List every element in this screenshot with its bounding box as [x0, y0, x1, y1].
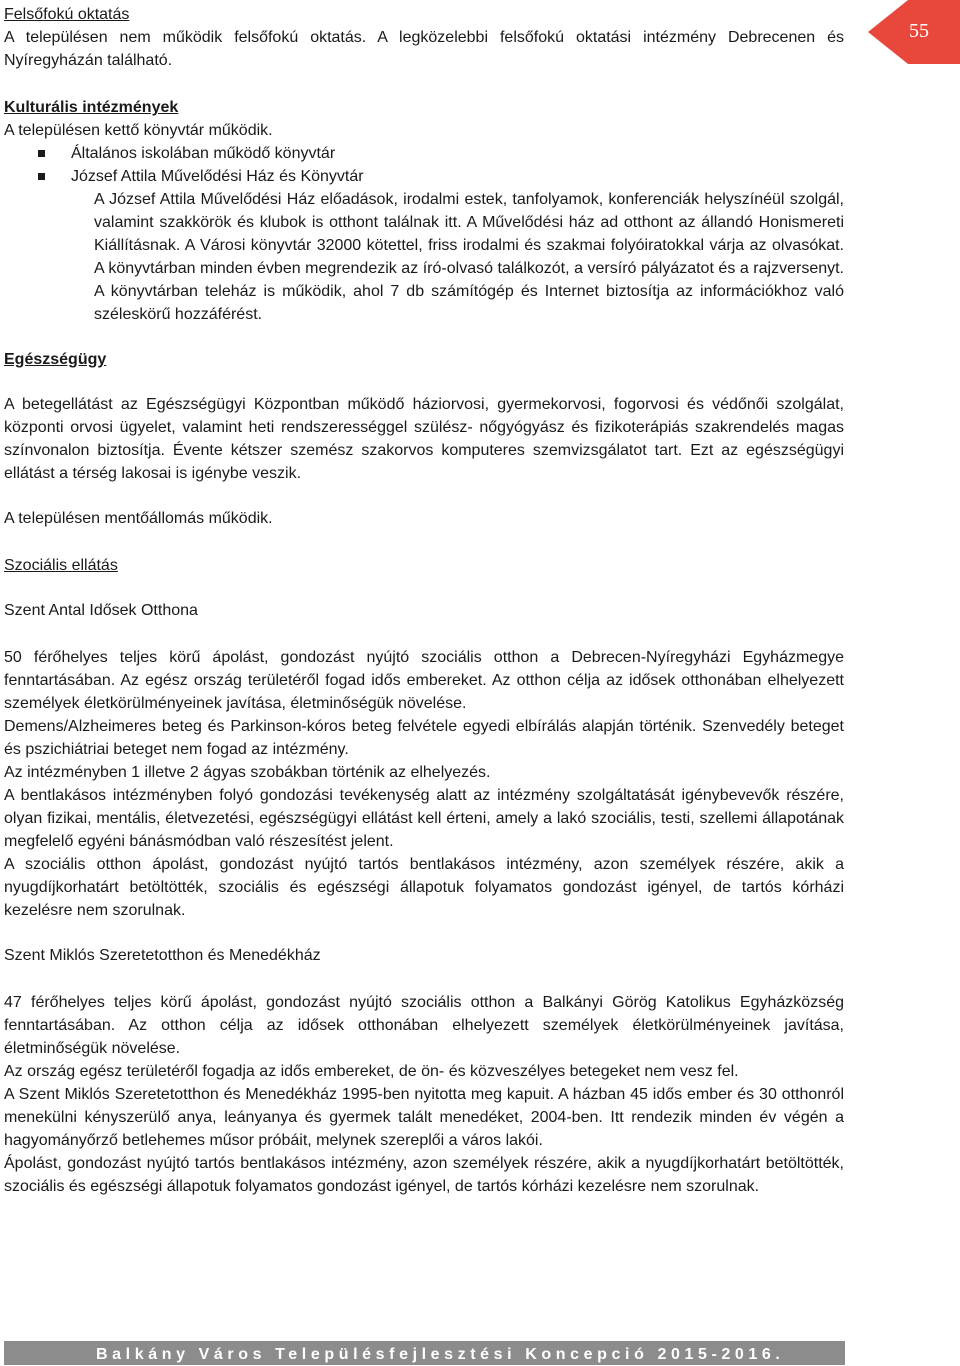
culture-intro: A településen kettő könyvtár működik. [4, 122, 273, 139]
heading-social-care: Szociális ellátás [4, 557, 118, 574]
paragraph: A szociális otthon ápolást, gondozást nyújtó tartós bentlakásos intézmény, azon személyek részére, akik a nyugdíjkorhatárt betöltötték, szociális és egészségi állapotuk folyamatos gondozást igényel, de tartós kórházi kezelésre nem szorulnak. [4, 856, 844, 919]
footer-bar [4, 1341, 845, 1365]
paragraph: Demens/Alzheimeres beteg és Parkinson-kóros beteg felvétele egyedi elbírálás alapján történik. Szenvedély beteget és pszichiátriai beteget nem fogad az intézmény. [4, 718, 844, 758]
higher-education-text: A településen nem működik felsőfokú oktatás. A legközelebbi felsőfokú oktatási intézmény Debrecenen és Nyíregyházán található. [4, 29, 844, 69]
paragraph: 50 férőhelyes teljes körű ápolást, gondozást nyújtó szociális otthon a Debrecen-Nyíregyházi Egyházmegye fenntartásában. Az egész ország területéről fogad idős embereket. Az otthon célja az idősek otthonában elhelyezett személyek életkörülményeinek javítása, életminőségük növelése. [4, 649, 844, 712]
heading-higher-education: Felsőfokú oktatás [4, 6, 130, 23]
page-number: 55 [909, 20, 929, 42]
square-bullet-icon [38, 150, 45, 157]
list-item: Általános iskolában működő könyvtár [38, 142, 844, 165]
culture-house-detail: A József Attila Művelődési Ház előadások, irodalmi estek, tanfolyamok, konferenciák helyszínéül szolgál, valamint szakkörök és klubok is otthont találnak itt. A Művelődési ház ad otthont az állandó Honismereti Kiállításnak. A Városi könyvtár 32000 kötettel, friss irodalmi és szakmai folyóiratokkal várja az olvasókat. A könyvtárban minden évben megrendezik az író-olvasó találkozót, a versíró pályázatot és a rajzversenyt. A könyvtárban teleház is működik, ahol 7 db számítógép és Internet biztosítja az információkhoz való széleskörű hozzáférést. [94, 191, 844, 323]
paragraph: Az ország egész területéről fogadja az idős embereket, de ön- és közveszélyes betegeket nem vesz fel. [4, 1063, 739, 1080]
paragraph: Ápolást, gondozást nyújtó tartós bentlakásos intézmény, azon személyek részére, akik a nyugdíjkorhatárt betöltötték, szociális és egészségi állapotuk folyamatos gondozást igényel, de tartós kórházi kezelésre nem szorulnak. [4, 1155, 844, 1195]
square-bullet-icon [38, 173, 45, 180]
home1-title: Szent Antal Idősek Otthona [4, 602, 198, 619]
list-item: József Attila Művelődési Ház és Könyvtár [38, 165, 844, 188]
ambulance-paragraph: A településen mentőállomás működik. [4, 510, 273, 527]
health-paragraph: A betegellátást az Egészségügyi Központban működő háziorvosi, gyermekorvosi, fogorvosi és védőnői szolgálat, központi orvosi ügyelet, valamint heti rendszerességgel szülész- nőgyógyász és fizikoterápiás szakrendelés magas színvonalon biztosítja. Évente kétszer szemész szakorvos komputeres szemvizsgálatot tart. Ezt az egészségügyi ellátást a térség lakosai is igénybe veszik. [4, 396, 844, 482]
page-number-badge [868, 0, 960, 64]
paragraph: 47 férőhelyes teljes körű ápolást, gondozást nyújtó szociális otthon a Balkányi Görög Katolikus Egyházközség fenntartásában. Az otthon célja az idősek otthonában elhelyezett személyek életkörülményeinek javítása, életminőségük növelése. [4, 994, 844, 1057]
paragraph: Az intézményben 1 illetve 2 ágyas szobákban történik az elhelyezés. [4, 764, 491, 781]
document-body [4, 3, 844, 1198]
heading-health: Egészségügy [4, 351, 107, 368]
home2-title: Szent Miklós Szeretetotthon és Menedékház [4, 947, 321, 964]
heading-cultural-institutions: Kulturális intézmények [4, 99, 179, 116]
library-list [4, 142, 844, 188]
footer-title: Balkány Város Településfejlesztési Koncepció 2015-2016. [96, 1346, 785, 1363]
paragraph: A Szent Miklós Szeretetotthon és Menedékház 1995-ben nyitotta meg kapuit. A házban 45 idős ember és 30 otthonról menekülni kényszerülő anya, leányanya és gyermek talált menedéket, 2004-ben. Itt rendezik minden év végén a hagyományőrző betlehemes műsor próbáit, melynek szereplői a város lakói. [4, 1086, 844, 1149]
paragraph: A bentlakásos intézményben folyó gondozási tevékenység alatt az intézmény szolgáltatását igénybevevők részére, olyan fizikai, mentális, életvezetési, egészségügyi ellátást kell érteni, amely a lakó szociális, testi, szellemi állapotának megfelelő egyéni bánásmódban való részesítést jelent. [4, 787, 844, 850]
